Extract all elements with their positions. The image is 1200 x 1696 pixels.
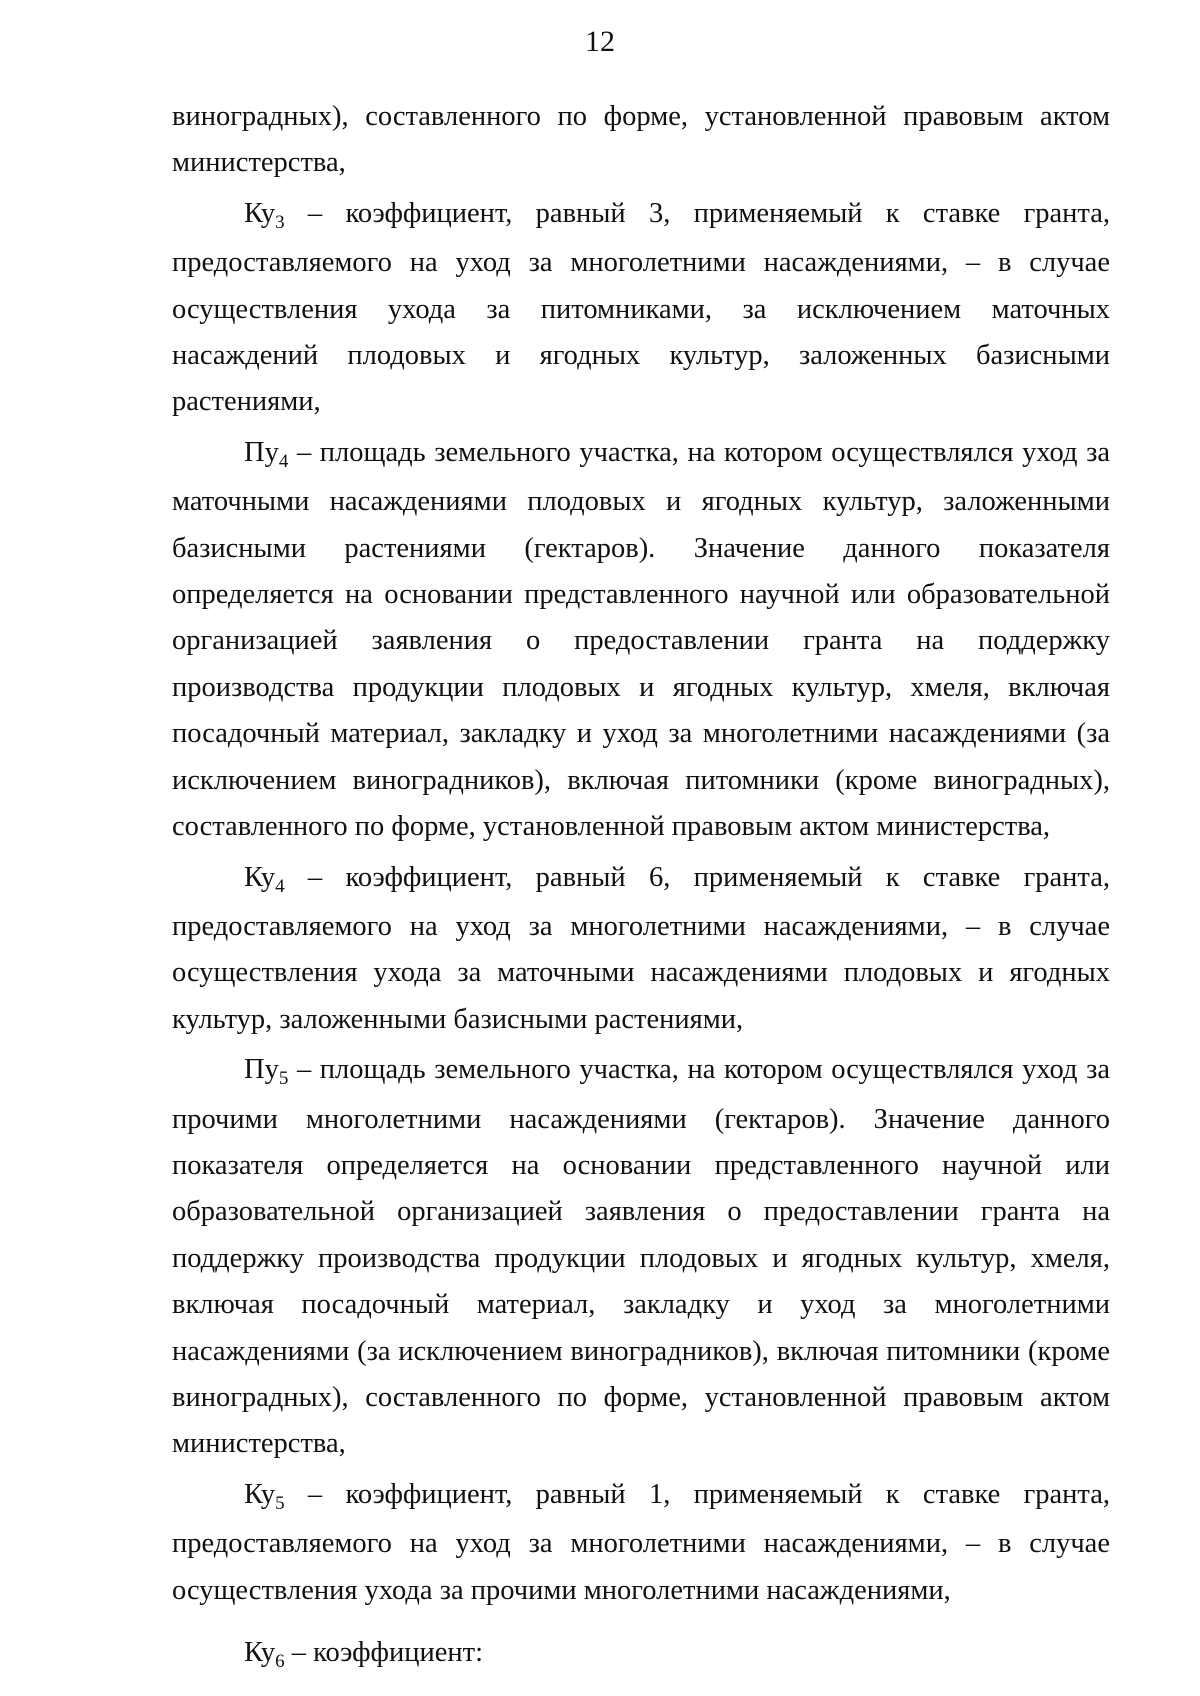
paragraph-pu5 — [172, 1047, 1110, 1468]
page-number: 12 — [585, 25, 615, 58]
formula-term — [244, 861, 285, 897]
paragraph-text: – коэффициент: — [284, 1637, 483, 1668]
term-symbol: Ку — [244, 1478, 276, 1510]
term-symbol: Ку — [244, 1637, 276, 1668]
term-subscript: 5 — [275, 1492, 285, 1514]
paragraph-text: – коэффициент, равный 1, применяемый к ставке гранта, предоставляемого на уход за многолетними насаждениями, – в случае осуществления ухода за прочими многолетними насаждениями, — [172, 1478, 1110, 1606]
paragraph-ku5 — [172, 1472, 1110, 1614]
formula-term — [244, 1478, 285, 1514]
term-subscript: 3 — [275, 211, 285, 233]
formula-term — [244, 197, 285, 233]
paragraph-continuation — [172, 94, 1110, 187]
paragraph-pu4 — [172, 430, 1110, 851]
term-symbol: Ку — [244, 197, 276, 229]
term-symbol: Ку — [244, 861, 276, 893]
paragraph-text: – площадь земельного участка, на котором осуществлялся уход за прочими многолетними насаждениями (гектаров). Значение данного показателя определяется на основании представленного научной или образовательной организацией заявления о предоставлении гранта на поддержку производства продукции плодовых и ягодных культур, хмеля, включая посадочный материал, закладку и уход за многолетними насаждениями (за исключением виноградников), включая питомники (кроме виноградных), составленного по форме, установленной правовым актом министерства, — [172, 1054, 1110, 1460]
paragraph-text: виноградных), составленного по форме, установленной правовым актом министерства, — [172, 101, 1110, 179]
formula-term — [244, 436, 289, 472]
term-subscript: 6 — [275, 1651, 285, 1672]
paragraph-text: – коэффициент, равный 3, применяемый к ставке гранта, предоставляемого на уход за многолетними насаждениями, – в случае осуществления ухода за питомниками, за исключением маточных насаждений плодовых и ягодных культур, заложенных базисными растениями, — [172, 197, 1110, 418]
document-body — [172, 94, 1110, 1679]
paragraph-text: – площадь земельного участка, на котором осуществлялся уход за маточными насаждениями плодовых и ягодных культур, заложенными базисными растениями (гектаров). Значение данного показателя определяется на основании представленного научной или образовательной организацией заявления о предоставлении гранта на поддержку производства продукции плодовых и ягодных культур, хмеля, включая посадочный материал, закладку и уход за многолетними насаждениями (за исключением виноградников), включая питомники (кроме виноградных), составленного по форме, установленной правовым актом министерства, — [172, 436, 1110, 843]
term-subscript: 4 — [278, 450, 289, 472]
formula-term — [244, 1637, 285, 1672]
term-subscript: 4 — [275, 875, 285, 897]
paragraph-ku6 — [172, 1630, 1110, 1679]
formula-term — [244, 1054, 289, 1090]
term-subscript: 5 — [278, 1068, 289, 1090]
paragraph-ku3 — [172, 191, 1110, 426]
paragraph-ku4 — [172, 855, 1110, 1044]
paragraph-text: – коэффициент, равный 6, применяемый к ставке гранта, предоставляемого на уход за многолетними насаждениями, – в случае осуществления ухода за маточными насаждениями плодовых и ягодных культур, заложенными базисными растениями, — [172, 861, 1110, 1035]
term-symbol: Пу — [244, 1054, 279, 1086]
term-symbol: Пу — [244, 436, 279, 468]
